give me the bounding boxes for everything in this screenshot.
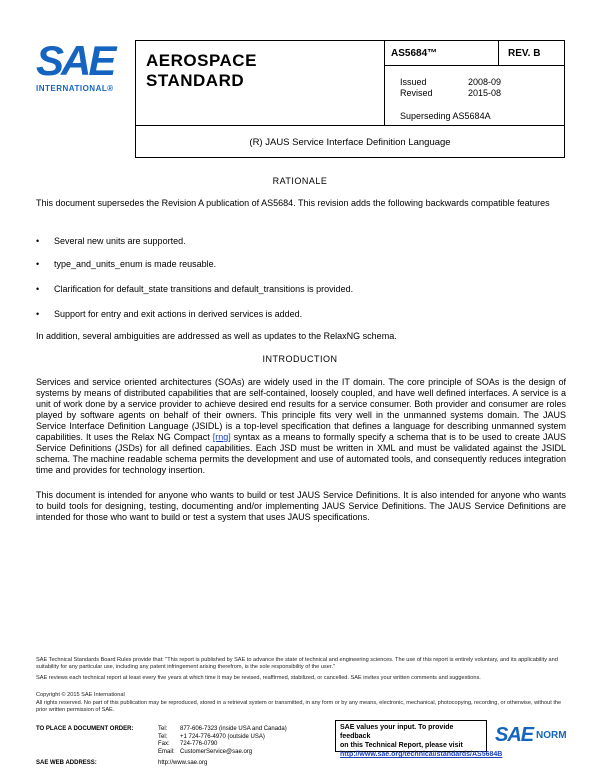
tel-value: 877-606-7323 (inside USA and Canada) [180, 726, 287, 732]
issued-label: Issued [400, 77, 427, 87]
order-contact-block: TO PLACE A DOCUMENT ORDER: Tel: 877-606-7323 (inside USA and Canada) Tel: +1 724-776-4970 (outside USA) Fax: 724-776-0790 Email: CustomerService@sae.org [36, 726, 287, 755]
document-title: (R) JAUS Service Interface Definition Language [135, 126, 565, 158]
sae-norm-logo-text: NORM [536, 730, 567, 741]
document-dates [400, 77, 501, 99]
document-header-box [135, 40, 565, 126]
revised-date: 2015-08 [468, 88, 502, 98]
revised-label: Revised [400, 88, 433, 98]
sae-logo-international: INTERNATIONAL® [36, 84, 114, 93]
list-item: • Clarification for default_state transitions and default_transitions is provided. [36, 284, 354, 294]
fax-value: 724-776-0790 [180, 741, 218, 747]
rationale-closing: In addition, several ambiguities are addressed as well as updates to the RelaxNG schema. [36, 331, 397, 341]
header-divider [384, 41, 385, 125]
footer-rules-text: SAE Technical Standards Board Rules provide that: "This report is published by SAE to advance the state of technical and engineering sciences. The use of this report is entirely voluntary, and its applicability and suitability for any particular use, including any patent infringement arising therefrom, is the sole responsibility of the user." [36, 657, 558, 670]
bullet-icon: • [36, 259, 40, 269]
footer-review-text: SAE reviews each technical report at least every five years at which time it may be revised, reaffirmed, stabilized, or cancelled. SAE invites your written comments and suggestions. [36, 675, 481, 681]
sae-logo-mark: SAE [36, 37, 114, 84]
document-type-line2: STANDARD [146, 71, 245, 90]
bullet-icon: • [36, 236, 40, 246]
list-item: • Several new units are supported. [36, 236, 186, 246]
revision-label: REV. B [508, 48, 541, 59]
footer-rights-text: All rights reserved. No part of this publication may be reproduced, stored in a retrieval system or transmitted, in any form or by any means, electronic, mechanical, photocopying, recording, or otherwise, without the prior written permission of SAE. [36, 700, 562, 713]
footer-copyright: Copyright © 2015 SAE International [36, 692, 125, 698]
introduction-paragraph-1: Services and service oriented architectures (SOAs) are widely used in the IT domain. The core principle of SOAs is the design of systems by means of distributed capabilities that are self-contained, loosely coupled, and have well defined interfaces. A service is a unit of work done by a service provider to achieve desired end results for a service consumer. Both provider and consumer are roles played by software agents on behalf of their owners. This principle fits very well in the unmanned systems domain. The JAUS Service Interface Definition Language (JSIDL) is a top-level specification that defines a language for describing unmanned system capabilities. It uses the Relax NG Compact [rng] syntax as a means to formally specify a schema that is to be used to create JAUS Service Definitions (JSDs) for all defined capabilities. Each JSD must be written in XML and must be validated against the JSIDL schema. The machine readable schema permits the development and use of automated tools, and consequently reduces integration time and provides for technology insertion. [36, 377, 567, 475]
document-type [146, 51, 257, 91]
tel2-value: +1 724-776-4970 (outside USA) [180, 733, 265, 740]
rationale-intro: This document supersedes the Revision A publication of AS5684. This revision adds the following backwards compatible features [36, 198, 550, 208]
introduction-paragraph-2: This document is intended for anyone who wants to build or test JAUS Service Definitions. It is also intended for anyone who wants to build tools for designing, testing, documenting and/or implementing JAUS Service Definitions. The JAUS Service Definitions are intended for those who want to build or test a system that uses JAUS specifications. [36, 490, 566, 522]
introduction-heading: INTRODUCTION [262, 354, 338, 364]
feedback-link[interactable]: http://www.sae.org/technical/standards/AS5684B [340, 751, 503, 758]
document-type-line1: AEROSPACE [146, 51, 257, 70]
list-item: • type_and_units_enum is made reusable. [36, 259, 217, 269]
issued-date: 2008-09 [468, 77, 502, 87]
feedback-box: SAE values your input. To provide feedback on this Technical Report, please visit http://www.sae.org/technical/standards/AS5684B [335, 720, 487, 752]
rationale-heading: RATIONALE [272, 176, 328, 186]
rng-reference-link[interactable]: [rng] [212, 432, 231, 442]
bullet-icon: • [36, 284, 40, 294]
superseding-note: Superseding AS5684A [400, 111, 491, 121]
list-item: • Support for entry and exit actions in derived services is added. [36, 309, 303, 319]
web-address-link[interactable]: http://www.sae.org [158, 760, 208, 766]
web-address-label: SAE WEB ADDRESS: [36, 760, 97, 766]
email-value[interactable]: CustomerService@sae.org [180, 748, 253, 755]
sae-logo [36, 37, 126, 100]
document-id: AS5684™ [391, 48, 438, 59]
bullet-icon: • [36, 309, 40, 319]
header-divider [384, 65, 564, 66]
sae-norm-logo-mark: SAE [495, 724, 534, 746]
order-label: TO PLACE A DOCUMENT ORDER: [36, 726, 134, 732]
header-divider [498, 41, 499, 65]
